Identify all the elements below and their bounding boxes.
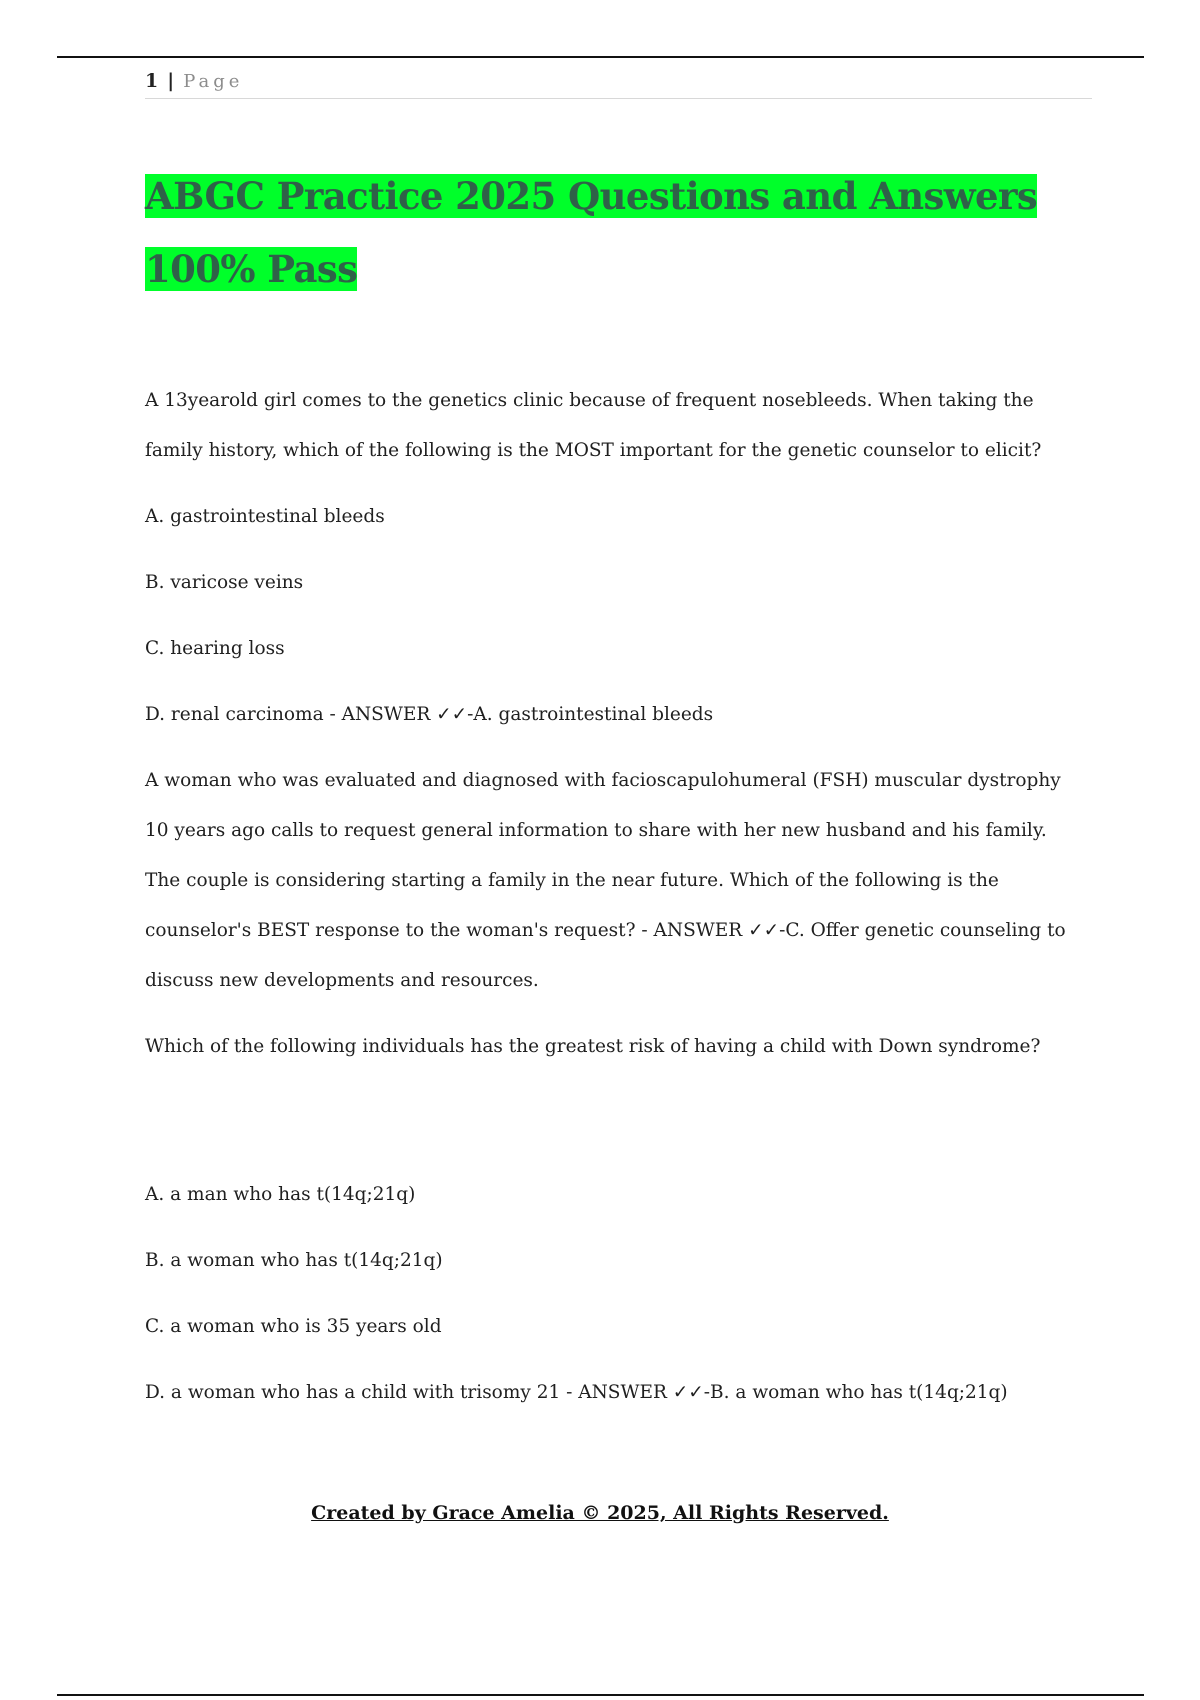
document-title-text: ABGC Practice 2025 Questions and Answers 100% Pass	[145, 174, 1038, 291]
spacer	[145, 1072, 1085, 1154]
copyright-text: Created by Grace Amelia © 2025, All Rights Reserved.	[311, 1502, 889, 1524]
question-2-stem-answer: A woman who was evaluated and diagnosed with facioscapulohumeral (FSH) muscular dystrophy 10 years ago calls to request general information to share with her new husband and his family. The couple is considering starting a family in the near future. Which of the following is the counselor's BEST response to the woman's request? - ANSWER ✓✓-C. Offer genetic counseling to discuss new developments and resources.	[145, 770, 1066, 991]
question-3-option-a: A. a man who has t(14q;21q)	[145, 1184, 416, 1205]
question-1-option-c: C. hearing loss	[145, 638, 285, 659]
question-1-stem: A 13yearold girl comes to the genetics clinic because of frequent nosebleeds. When taking the family history, which of the following is the MOST important for the genetic counselor to elicit?	[145, 390, 1042, 461]
page-number: 1	[145, 70, 159, 92]
question-3-option-b: B. a woman who has t(14q;21q)	[145, 1250, 443, 1271]
question-1-option-b: B. varicose veins	[145, 572, 304, 593]
bottom-rule	[57, 1694, 1144, 1696]
question-3-option-d-answer: D. a woman who has a child with trisomy 21 - ANSWER ✓✓-B. a woman who has t(14q;21q)	[145, 1382, 1008, 1403]
document-body	[145, 376, 1085, 1418]
document-title	[145, 160, 1105, 306]
top-rule	[57, 56, 1144, 58]
question-3-option-c: C. a woman who is 35 years old	[145, 1316, 442, 1337]
page-separator: |	[167, 70, 175, 92]
page-header	[145, 70, 1092, 99]
page-label: Page	[183, 71, 244, 92]
question-1-option-d-answer: D. renal carcinoma - ANSWER ✓✓-A. gastrointestinal bleeds	[145, 704, 714, 725]
question-3-stem: Which of the following individuals has the greatest risk of having a child with Down syndrome?	[145, 1036, 1041, 1057]
question-1-option-a: A. gastrointestinal bleeds	[145, 506, 385, 527]
copyright-footer	[0, 1502, 1200, 1524]
